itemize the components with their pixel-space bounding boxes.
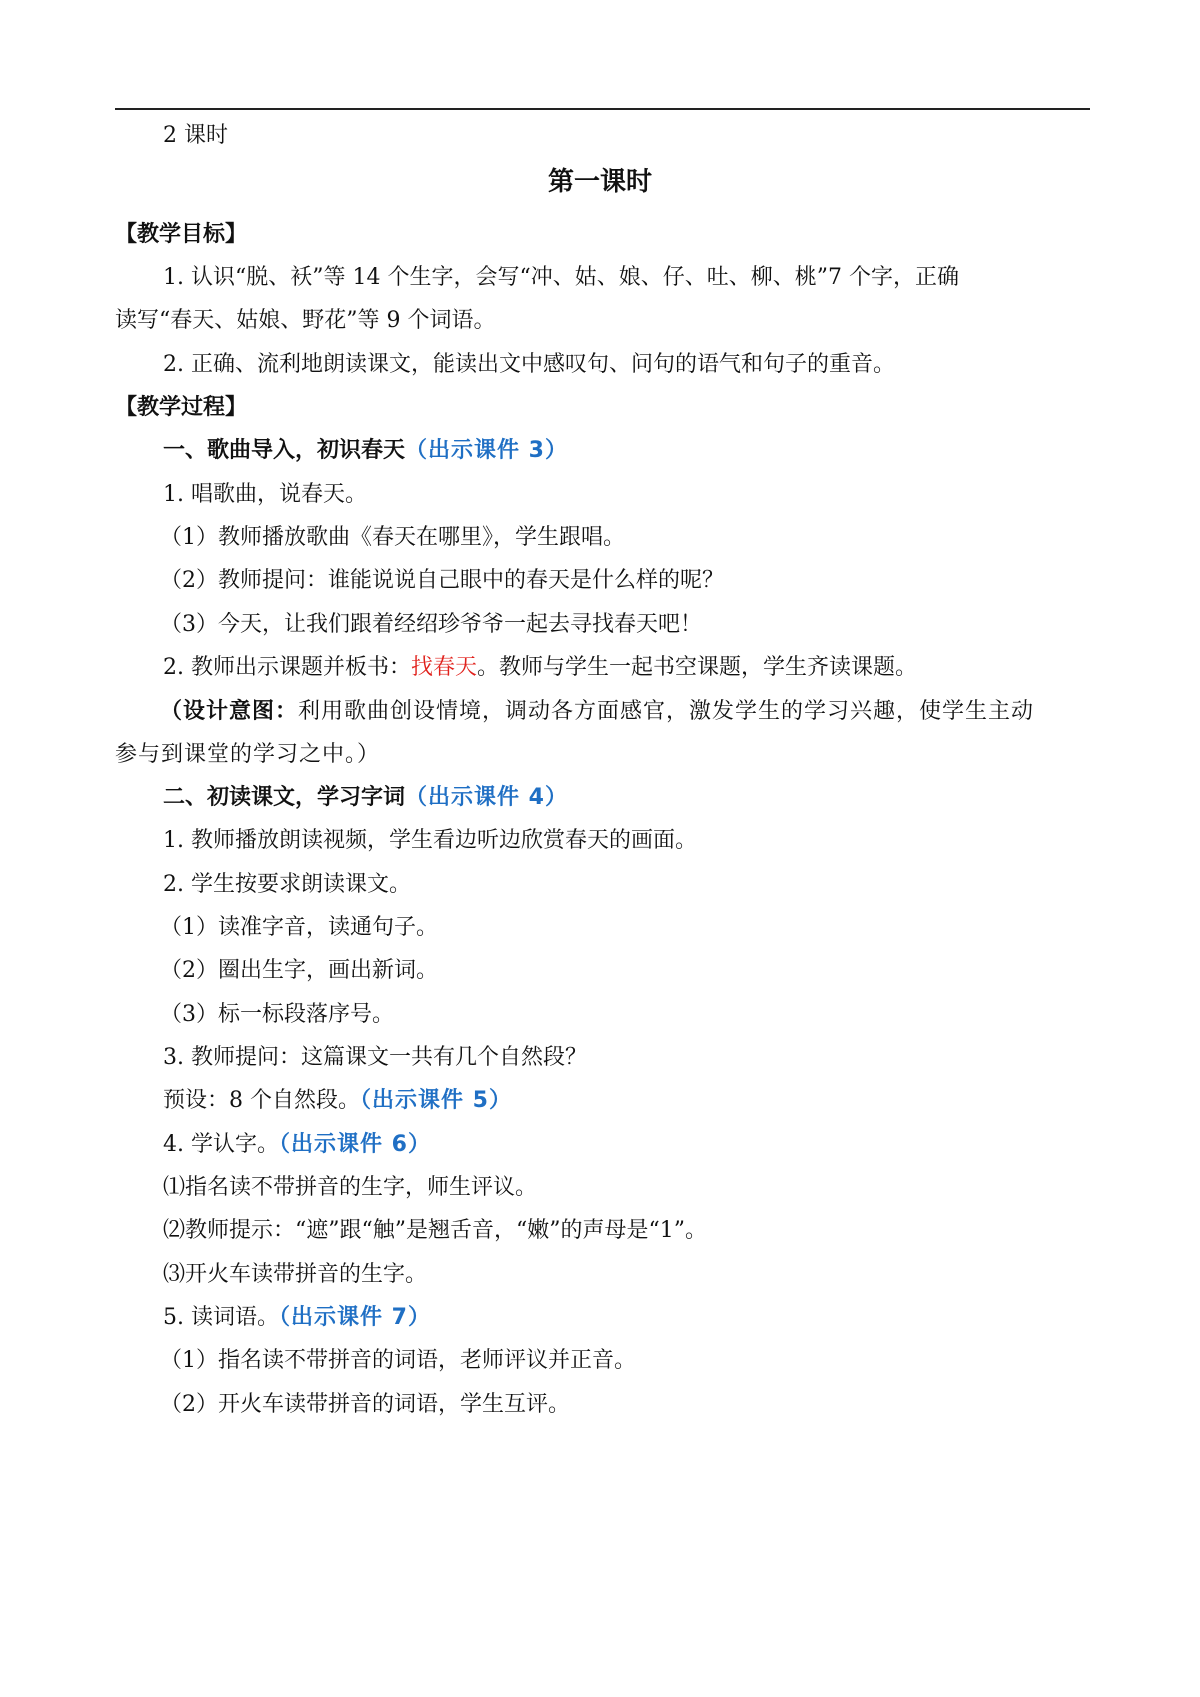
preset-text: 预设：8 个自然段。 — [163, 1088, 360, 1113]
design-intent-line-1 — [160, 696, 1034, 727]
courseware-ref: （出示课件 4） — [405, 785, 568, 810]
courseware-ref: （出示课件 3） — [405, 438, 568, 463]
design-intent-line-2: 参与到课堂的学习之中。） — [115, 742, 381, 767]
courseware-ref: （出示课件 5） — [360, 1088, 512, 1113]
s2-preset — [163, 1086, 512, 1116]
s1-step-1-a: （1）教师播放歌曲《春天在哪里》，学生跟唱。 — [160, 525, 625, 550]
section-1-title: 一、歌曲导入，初识春天 — [163, 438, 406, 463]
header-rule — [115, 108, 1090, 110]
s1-step-2 — [163, 653, 917, 683]
section-2-heading — [163, 783, 568, 813]
design-intent-label: （设计意图： — [160, 698, 299, 724]
process-heading: 【教学过程】 — [115, 395, 248, 420]
objective-1-line-2: 读写“春天、姑娘、野花”等 9 个词语。 — [115, 308, 496, 333]
objective-1-line-1: 1. 认识“脱、袄”等 14 个生字，会写“冲、姑、娘、仔、吐、柳、桃”7 个字，正确 — [163, 265, 959, 290]
s1-step-2-suffix: 。教师与学生一起书空课题，学生齐读课题。 — [477, 655, 918, 680]
s2-step-2-a: （1）读准字音，读通句子。 — [160, 915, 438, 940]
s1-step-1: 1. 唱歌曲，说春天。 — [163, 482, 367, 507]
section-1-heading — [163, 436, 568, 466]
s1-step-2-prefix: 2. 教师出示课题并板书： — [163, 655, 411, 680]
s2-step-2-b: （2）圈出生字，画出新词。 — [160, 958, 438, 983]
s2-step-4-b: ⑵教师提示：“遮”跟“触”是翘舌音，“嫩”的声母是“1”。 — [163, 1218, 707, 1243]
s2-step-3: 3. 教师提问：这篇课文一共有几个自然段？ — [163, 1045, 587, 1070]
s2-step-1: 1. 教师播放朗读视频，学生看边听边欣赏春天的画面。 — [163, 828, 697, 853]
class-hours: 2 课时 — [163, 123, 228, 148]
s2-step-2-c: （3）标一标段落序号。 — [160, 1002, 394, 1027]
s2-step-4-a: ⑴指名读不带拼音的生字，师生评议。 — [163, 1175, 538, 1200]
s2-step-5-b: （2）开火车读带拼音的词语，学生互评。 — [160, 1392, 570, 1417]
board-title-highlight: 找春天 — [410, 655, 477, 680]
s2-step-4-c: ⑶开火车读带拼音的生字。 — [163, 1262, 428, 1287]
objective-2: 2. 正确、流利地朗读课文，能读出文中感叹句、问句的语气和句子的重音。 — [163, 352, 895, 377]
courseware-ref: （出示课件 7） — [278, 1305, 431, 1330]
s1-step-1-c: （3）今天，让我们跟着经绍珍爷爷一起去寻找春天吧！ — [160, 612, 702, 637]
s2-step-2: 2. 学生按要求朗读课文。 — [163, 872, 411, 897]
lesson-title: 第一课时 — [547, 167, 652, 197]
design-intent-text: 利用歌曲创设情境，调动各方面感官，激发学生的学习兴趣，使学生主动 — [298, 699, 1035, 724]
step-5-text: 5. 读词语。 — [163, 1305, 279, 1330]
s2-step-5-a: （1）指名读不带拼音的词语，老师评议并正音。 — [160, 1348, 636, 1373]
step-4-text: 4. 学认字。 — [163, 1132, 279, 1157]
objectives-heading: 【教学目标】 — [115, 222, 248, 247]
s2-step-5 — [163, 1303, 431, 1333]
section-2-title: 二、初读课文，学习字词 — [163, 785, 406, 810]
s1-step-1-b: （2）教师提问：谁能说说自己眼中的春天是什么样的呢？ — [160, 568, 724, 593]
courseware-ref: （出示课件 6） — [278, 1132, 431, 1157]
s2-step-4 — [163, 1130, 431, 1160]
